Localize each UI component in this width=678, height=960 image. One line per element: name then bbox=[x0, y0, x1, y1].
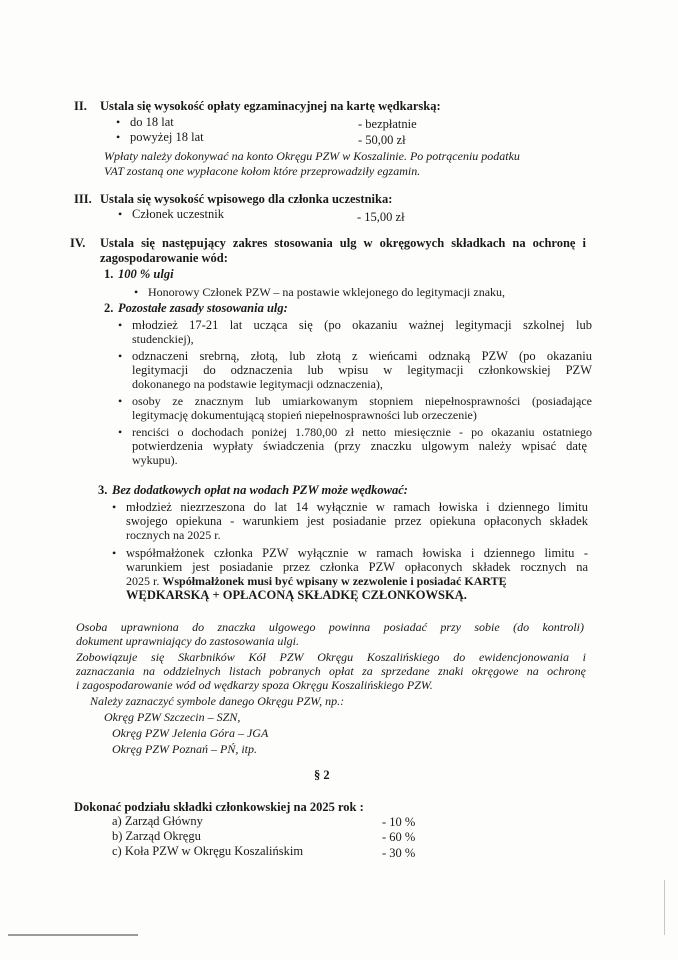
section-2-heading: Ustala się wysokość opłaty egzaminacyjnej na kartę wędkarską: bbox=[100, 99, 441, 113]
section-3-number: III. bbox=[74, 192, 92, 206]
section-3-item-label: • Członek uczestnik bbox=[132, 207, 224, 221]
scan-edge-line bbox=[8, 934, 138, 936]
subsection-number: 2. bbox=[104, 301, 114, 315]
section-4-heading: zagospodarowanie wód: bbox=[100, 251, 228, 265]
scan-edge-line bbox=[664, 880, 665, 935]
section-2-number: II. bbox=[74, 99, 87, 113]
section-2-item-value: - bezpłatnie bbox=[358, 117, 417, 131]
list-item: • współmałżonek członka PZW wyłącznie w ramach łowiska i dziennego limitu - bbox=[126, 546, 588, 560]
example-symbol: Okręg PZW Poznań – PŃ, itp. bbox=[112, 742, 257, 756]
subsection-number: 1. bbox=[104, 267, 114, 281]
note-paragraph: Należy zaznaczyć symbole danego Okręgu PZW, np.: bbox=[90, 694, 345, 708]
division-item-label: c) Koła PZW w Okręgu Koszalińskim bbox=[112, 844, 304, 858]
list-item-continuation: legitymacji do odznaczenia lub wpisu w legitymacji członkowskiej PZW bbox=[132, 363, 592, 377]
note-paragraph: i zagospodarowanie wód od wędkarzy spoza Okręgu Koszalińskiego PZW. bbox=[76, 678, 433, 692]
section-3-item-value: - 15,00 zł bbox=[357, 210, 405, 224]
list-item-continuation: swojego opiekuna - warunkiem jest posiadanie przez opiekuna opłaconych składek bbox=[126, 514, 588, 528]
section-2-note: Wpłaty należy dokonywać na konto Okręgu PZW w Koszalinie. Po potrąceniu podatku bbox=[104, 149, 520, 163]
list-item-continuation: studenckiej), bbox=[132, 332, 194, 346]
list-item-continuation: wykupu). bbox=[132, 453, 178, 467]
list-item: • renciści o dochodach poniżej 1.780,00 zł netto miesięcznie - po okazaniu ostatniego bbox=[132, 425, 592, 439]
list-item-continuation: rocznych na 2025 r. bbox=[126, 528, 221, 542]
list-item-continuation bbox=[126, 574, 507, 588]
list-item: • odznaczeni srebrną, złotą, lub złotą z wieńcami odznaką PZW (po okazaniu bbox=[132, 349, 592, 363]
list-item: • młodzież niezrzeszona do lat 14 wyłącznie w ramach łowiska i dziennego limitu bbox=[126, 500, 588, 514]
list-item: • młodzież 17-21 lat ucząca się (po okazaniu ważnej legitymacji szkolnej lub bbox=[132, 318, 592, 332]
division-item-value: - 30 % bbox=[382, 846, 416, 860]
section-4-number: IV. bbox=[70, 236, 86, 250]
list-item-emphasis: Współmałżonek musi być wpisany w zezwolenie i posiadać KARTĘ bbox=[162, 574, 507, 588]
list-item-continuation: dokonanego na podstawie legitymacji odznaczenia), bbox=[132, 377, 383, 391]
list-item-continuation: potwierdzenia wypłaty świadczenia (przy znaczku ulgowym należy wpisać datę bbox=[132, 439, 587, 453]
division-item-label: b) Zarząd Okręgu bbox=[112, 829, 201, 843]
list-item-continuation: legitymację dokumentującą stopień niepełnosprawności lub orzeczenie) bbox=[132, 408, 477, 422]
note-paragraph: zaznaczania na oddzielnych listach pobranych opłat za sprzedane znaki okręgowe na ochronę bbox=[76, 664, 586, 678]
section-3-heading: Ustala się wysokość wpisowego dla członka uczestnika: bbox=[100, 192, 393, 206]
section-2-item-value: - 50,00 zł bbox=[358, 133, 406, 147]
subsection-title: 100 % ulgi bbox=[118, 267, 174, 281]
section-2-item-label: • do 18 lat bbox=[130, 115, 174, 129]
subsection-title: Pozostałe zasady stosowania ulg: bbox=[118, 301, 288, 315]
section-2-note: VAT zostaną one wypłacone kołom które przeprowadziły egzamin. bbox=[104, 164, 421, 178]
section-2-item-label: • powyżej 18 lat bbox=[130, 130, 204, 144]
subsection-number: 3. bbox=[98, 483, 108, 497]
list-item-text: 2025 r. bbox=[126, 574, 163, 588]
example-symbol: Okręg PZW Szczecin – SZN, bbox=[104, 710, 241, 724]
division-item-label: a) Zarząd Główny bbox=[112, 814, 203, 828]
division-item-value: - 60 % bbox=[382, 830, 416, 844]
note-paragraph: Zobowiązuje się Skarbników Kół PZW Okręgu Koszalińskiego do ewidencjonowania i bbox=[76, 650, 586, 664]
note-paragraph: Osoba uprawniona do znaczka ulgowego powinna posiadać przy sobie (do kontroli) bbox=[76, 620, 584, 634]
list-item-continuation: warunkiem jest posiadanie przez członka PZW opłaconych składek rocznych na bbox=[126, 560, 588, 574]
division-item-value: - 10 % bbox=[382, 815, 416, 829]
example-symbol: Okręg PZW Jelenia Góra – JGA bbox=[112, 726, 269, 740]
section-4-heading: Ustala się następujący zakres stosowania ulg w okręgowych składkach na ochronę i bbox=[100, 236, 586, 250]
list-item: • osoby ze znacznym lub umiarkowanym stopniem niepełnosprawności (posiadające bbox=[132, 394, 592, 408]
subsection-title: Bez dodatkowych opłat na wodach PZW może wędkować: bbox=[112, 483, 408, 497]
paragraph-mark: § 2 bbox=[314, 768, 330, 782]
list-item: • Honorowy Członek PZW – na postawie wklejonego do legitymacji znaku, bbox=[148, 285, 505, 299]
division-heading: Dokonać podziału składki członkowskiej na 2025 rok : bbox=[74, 800, 364, 814]
list-item-emphasis: WĘDKARSKĄ + OPŁACONĄ SKŁADKĘ CZŁONKOWSKĄ. bbox=[126, 588, 467, 602]
note-paragraph: dokument uprawniający do zastosowania ulgi. bbox=[76, 634, 299, 648]
